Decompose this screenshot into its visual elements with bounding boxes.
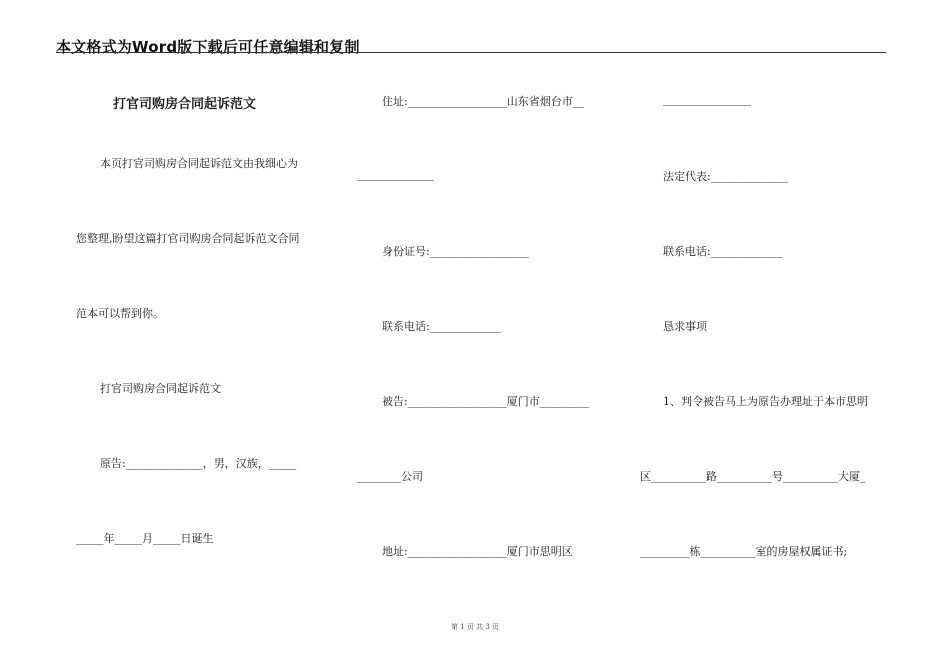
body-line: 您整理,盼望这篇打官司购房合同起诉范文合同: [76, 232, 300, 245]
page-footer: 第 1 页 共 3 页: [450, 623, 500, 631]
body-line: _________栋__________室的房屋权属证书;: [640, 545, 848, 558]
body-line: ________________: [663, 93, 751, 106]
body-line: 恳求事项: [663, 320, 707, 333]
body-line: 身份证号:__________________: [382, 245, 529, 258]
body-line: 联系电话:_____________: [663, 245, 783, 258]
body-line: 住址:__________________山东省烟台市__: [382, 95, 584, 108]
body-line: _____年_____月_____日诞生: [76, 532, 214, 545]
body-line: ______________: [357, 168, 434, 181]
body-line: 联系电话:_____________: [382, 320, 502, 333]
body-line: 法定代表:______________: [663, 170, 788, 183]
body-line: 地址:__________________厦门市思明区: [382, 545, 573, 558]
document-header: 本文格式为Word版下载后可任意编辑和复制: [56, 38, 360, 56]
body-line: 本页打官司购房合同起诉范文由我细心为: [100, 157, 298, 170]
body-line: 原告:______________，男，汉族，_____: [100, 457, 297, 470]
body-line: 区__________路__________号__________大厦_: [640, 470, 866, 483]
header-rule: [56, 52, 886, 53]
document-title: 打官司购房合同起诉范文: [113, 97, 257, 112]
body-line: 范本可以帮到你。: [76, 307, 164, 320]
body-line: 1、判令被告马上为原告办理址于本市思明: [663, 395, 868, 408]
body-line: 被告:__________________厦门市_________: [382, 395, 590, 408]
body-line: 打官司购房合同起诉范文: [100, 382, 221, 395]
body-line: ________公司: [357, 470, 423, 483]
